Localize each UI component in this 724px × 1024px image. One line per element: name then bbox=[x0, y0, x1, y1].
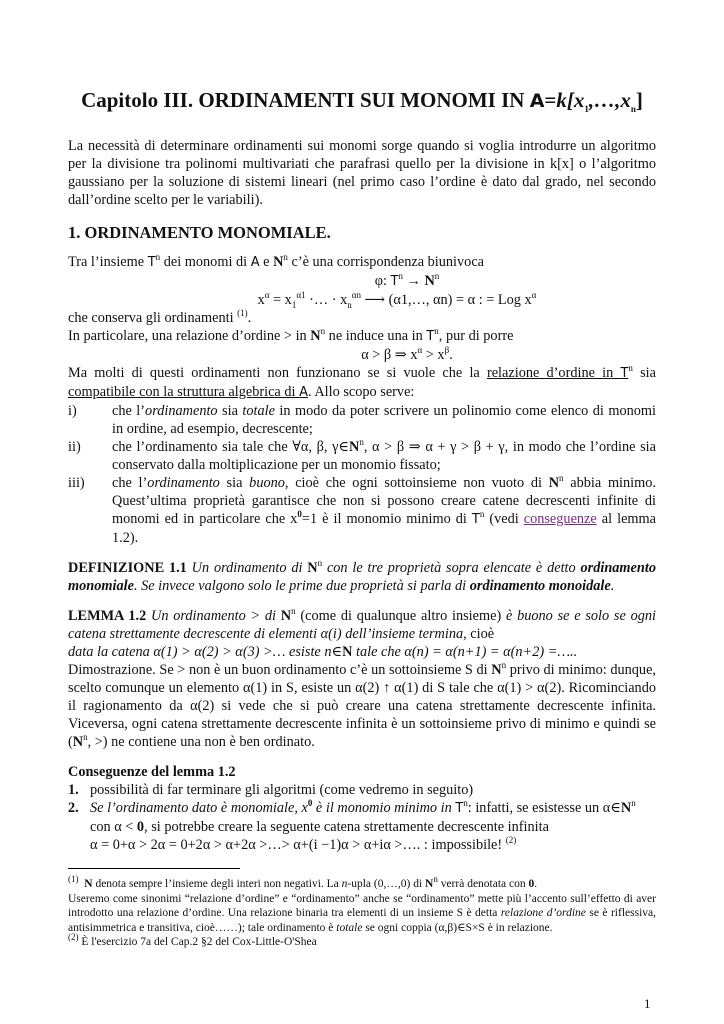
list-item: 2. Se l’ordinamento dato è monomiale, $x^0$ è il monomio minimo in $T^n$: infatti, se esistesse un $\alpha\in N^n$ con α < 0, si potrebbe creare la seguente catena strettamente decrescente infinita α = 0+α > 2α = 0+2α > α+2α >…> α+(i −1)α > α+iα >…. : impossibile! $^{(2)}$ bbox=[68, 798, 636, 853]
chapter-title: Capitolo III. ORDINAMENTI SUI MONOMI IN $A=k[x_1,\dots,x_n]$ bbox=[81, 88, 643, 115]
footnote-ref-2[interactable]: (2) bbox=[505, 835, 517, 846]
footnote-ref-1[interactable]: (1) bbox=[237, 308, 248, 319]
lemma-1-2: LEMMA 1.2 Un ordinamento > di $N^n$ (come di qualunque altro insieme) è buono se e solo se ogni catena strettamente decrescente di elementi α(i) dell’insieme termina, cioè bbox=[68, 606, 657, 642]
paragraph-ma-molti: Ma molti di questi ordinamenti non funzionano se si vuole che la relazione d’ordine in $T^n$ sia compatibile con la struttura algebrica di A. Allo scopo serve: bbox=[68, 363, 656, 400]
intro-paragraph: La necessità di determinare ordinamenti sui monomi sorge quando si voglia introdurre un algoritmo per la divisione tra polinomi multivariati che parafrasi quello per la divisione in k[x] o l’algoritmo gaussiano per la soluzione di sistemi lineari (nel primo caso l’ordine è dato dal grado, nel secondo dall’ordine scelto per le variabili). bbox=[68, 138, 656, 208]
formula-log: $x^\alpha = x_1^{\alpha 1}$ ·… · $x_n^{\alpha n}$ ⟶ (α1,…, αn) = α : = Log $x^\alpha$ bbox=[257, 290, 537, 310]
document-page bbox=[68, 80, 656, 950]
consequences-title: Conseguenze del lemma 1.2 bbox=[68, 764, 236, 780]
paragraph-insieme: Tra l’insieme $T^n$ dei monomi di A e $N^n$ c’è una corrispondenza biunivoca bbox=[68, 252, 485, 270]
definition-1-1: DEFINIZIONE 1.1 Un ordinamento di $N^n$ con le tre proprietà sopra elencate è detto ordinamento monomiale. Se invece valgono solo le prime due proprietà si parla di ordinamento monoidale. bbox=[68, 558, 656, 594]
footnote-divider bbox=[68, 868, 240, 869]
section-heading: 1. ORDINAMENTO MONOMIALE. bbox=[68, 223, 331, 242]
proof: Dimostrazione. Se > non è un buon ordinamento c’è un sottoinsieme S di $N^n$ privo di minimo: dunque, scelto comunque un elemento α(1) in S, esiste un α(2) ↑ α(1) di S tale che α(1) > α(2). Ricominciando il ragionamento da α(2) si vede che si può creare una catena strettamente decrescente infinita. Viceversa, ogni catena strettamente decrescente infinita è un sottoinsieme privo di minimo e quindi se ($N^n$, >) ne contiene una non è ben ordinato. bbox=[68, 660, 657, 750]
paragraph-particolare: In particolare, una relazione d’ordine > in $N^n$ ne induce una in $T^n$, pur di porre bbox=[68, 326, 514, 344]
formula-order: α > β ⇒ $x^\alpha > x^\beta$. bbox=[361, 345, 453, 363]
footnote-1: $^{(1)}$ N denota sempre l’insieme degli interi non negativi. La n-upla (0,…,0) di $N^n$ verrà denotata con 0. bbox=[68, 874, 538, 890]
page-number: 1 bbox=[644, 996, 651, 1011]
paragraph-conserva: che conserva gli ordinamenti $^{(1)}$. bbox=[68, 308, 252, 326]
list-item: iii) che l’ordinamento sia buono, cioè che ogni sottoinsieme non vuoto di $N^n$ abbia minimo. Quest’ultima proprietà garantisce che non si possono creare catene decrescenti infinite di monomi ed in particolare che $x^0=1$ è il monomio minimo di $T^n$ (vedi conseguenze al lemma 1.2). bbox=[68, 473, 656, 546]
footnote-2: $^{(2)}$ È l'esercizio 7a del Cap.2 §2 del Cox-Little-O'Shea bbox=[68, 932, 317, 948]
conseguenze-link[interactable]: conseguenze bbox=[523, 511, 597, 527]
footnote-1-cont: Useremo come sinonimi “relazione d’ordine” e “ordinamento” anche se “ordinamento” mette più l’accento sull’effetto di aver introdotto una relazione d’ordine. Una relazione binaria tra elementi di un insieme S è detta relazione d’ordine se è riflessiva, antisimmetrica e transitiva, cioè……); tale ordinamento è totale se ogni coppia (α,β)∈S×S è in relazione. bbox=[68, 892, 656, 934]
uparrow-icon: ↑ bbox=[383, 680, 391, 696]
formula-phi: φ: $T^n \to N^n$ bbox=[374, 271, 440, 289]
list-item: i) che l’ordinamento sia totale in modo da poter scrivere un polinomio come elenco di monomi in ordine, ad esempio, decrescente; bbox=[68, 403, 656, 437]
list-item: ii) che l’ordinamento sia tale che ∀α, β, $\gamma\in N^n$, α > β ⇒ α + γ > β + γ, in modo che l’ordine sia conservato dalla moltiplicazione per un monomio fissato; bbox=[68, 437, 656, 473]
list-item: 1. possibilità di far terminare gli algoritmi (come vedremo in seguito) bbox=[68, 782, 474, 798]
lemma-chain: data la catena α(1) > α(2) > α(3) >… esiste n∈N tale che α(n) = α(n+1) = α(n+2) =….. bbox=[68, 644, 578, 660]
